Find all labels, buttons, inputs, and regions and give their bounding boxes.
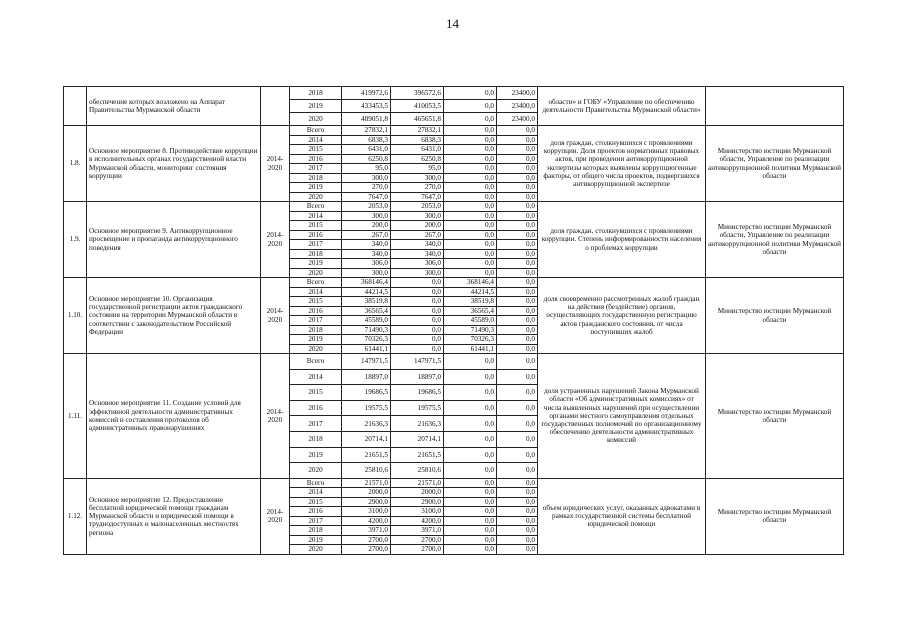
activity-number: 1.12. bbox=[64, 478, 87, 554]
page-number: 14 bbox=[446, 16, 459, 31]
regional-budget-cell: 0,0 bbox=[391, 316, 444, 326]
federal-budget-cell: 0,0 bbox=[444, 488, 497, 498]
indicator-text: объем юридических услуг, оказанных адвокатами в рамках государственной системы бесплатной юридической помощи bbox=[538, 478, 706, 554]
federal-budget-cell: 0,0 bbox=[444, 385, 497, 401]
federal-budget-cell: 0,0 bbox=[444, 87, 497, 100]
activity-group bbox=[64, 126, 844, 202]
regional-budget-cell: 200,0 bbox=[391, 221, 444, 231]
total-cell: 3100,0 bbox=[342, 507, 391, 517]
federal-budget-cell: 61441,1 bbox=[444, 344, 497, 354]
other-source-cell: 0,0 bbox=[497, 316, 538, 326]
total-cell: 147971,5 bbox=[342, 354, 391, 370]
federal-budget-cell: 36565,4 bbox=[444, 306, 497, 316]
other-source-cell: 0,0 bbox=[497, 526, 538, 536]
year-cell: 2016 bbox=[290, 230, 342, 240]
regional-budget-cell: 27832,1 bbox=[391, 126, 444, 136]
executor-text: Министерство юстиции Мурманской области bbox=[706, 478, 844, 554]
total-cell: 489051,8 bbox=[342, 113, 391, 126]
federal-budget-cell: 0,0 bbox=[444, 400, 497, 416]
activity-group bbox=[64, 202, 844, 278]
year-cell: 2015 bbox=[290, 385, 342, 401]
year-cell: 2018 bbox=[290, 325, 342, 335]
other-source-cell: 0,0 bbox=[497, 431, 538, 447]
year-cell: 2015 bbox=[290, 497, 342, 507]
regional-budget-cell: 147971,5 bbox=[391, 354, 444, 370]
regional-budget-cell: 25810,6 bbox=[391, 463, 444, 479]
table-row bbox=[64, 202, 844, 212]
indicator-text: доля граждан, столкнувшихся с проявлениями коррупции. Степень информированности населения о проблемах коррупции bbox=[538, 202, 706, 278]
total-cell: 45589,0 bbox=[342, 316, 391, 326]
regional-budget-cell: 340,0 bbox=[391, 240, 444, 250]
other-source-cell: 0,0 bbox=[497, 447, 538, 463]
total-cell: 2000,0 bbox=[342, 488, 391, 498]
other-source-cell: 0,0 bbox=[497, 344, 538, 354]
other-source-cell: 0,0 bbox=[497, 287, 538, 297]
other-source-cell: 0,0 bbox=[497, 416, 538, 432]
regional-budget-cell: 267,0 bbox=[391, 230, 444, 240]
federal-budget-cell: 0,0 bbox=[444, 268, 497, 278]
activity-number: 1.8. bbox=[64, 126, 87, 202]
other-source-cell: 0,0 bbox=[497, 400, 538, 416]
year-cell: 2018 bbox=[290, 87, 342, 100]
activity-period: 2014-2020 bbox=[261, 354, 290, 479]
federal-budget-cell: 70326,3 bbox=[444, 335, 497, 345]
federal-budget-cell: 0,0 bbox=[444, 135, 497, 145]
federal-budget-cell: 0,0 bbox=[444, 249, 497, 259]
federal-budget-cell: 0,0 bbox=[444, 431, 497, 447]
regional-budget-cell: 18897,0 bbox=[391, 369, 444, 385]
regional-budget-cell: 3971,0 bbox=[391, 526, 444, 536]
year-cell: 2016 bbox=[290, 154, 342, 164]
total-cell: 71490,3 bbox=[342, 325, 391, 335]
other-source-cell: 0,0 bbox=[497, 268, 538, 278]
regional-budget-cell: 306,0 bbox=[391, 259, 444, 269]
year-cell: 2020 bbox=[290, 344, 342, 354]
year-cell: 2017 bbox=[290, 164, 342, 174]
other-source-cell: 0,0 bbox=[497, 545, 538, 555]
executor-text: Министерство юстиции Мурманской области, Управление по реализации антикоррупционной политики Мурманской области bbox=[706, 202, 844, 278]
total-cell: 267,0 bbox=[342, 230, 391, 240]
federal-budget-cell: 0,0 bbox=[444, 497, 497, 507]
other-source-cell: 0,0 bbox=[497, 183, 538, 193]
other-source-cell: 0,0 bbox=[497, 325, 538, 335]
other-source-cell: 0,0 bbox=[497, 535, 538, 545]
total-cell: 70326,3 bbox=[342, 335, 391, 345]
total-cell: 2053,0 bbox=[342, 202, 391, 212]
total-cell: 6250,8 bbox=[342, 154, 391, 164]
total-cell: 419972,6 bbox=[342, 87, 391, 100]
year-cell: 2019 bbox=[290, 100, 342, 113]
other-source-cell: 0,0 bbox=[497, 135, 538, 145]
regional-budget-cell: 21636,3 bbox=[391, 416, 444, 432]
other-source-cell: 0,0 bbox=[497, 306, 538, 316]
other-source-cell: 0,0 bbox=[497, 488, 538, 498]
other-source-cell: 0,0 bbox=[497, 497, 538, 507]
regional-budget-cell: 0,0 bbox=[391, 335, 444, 345]
federal-budget-cell: 0,0 bbox=[444, 173, 497, 183]
executor-text: Министерство юстиции Мурманской области, Управление по реализации антикоррупционной политики Мурманской области bbox=[706, 126, 844, 202]
total-cell: 340,0 bbox=[342, 240, 391, 250]
year-cell: 2018 bbox=[290, 173, 342, 183]
federal-budget-cell: 0,0 bbox=[444, 240, 497, 250]
activity-number: 1.10. bbox=[64, 278, 87, 354]
year-cell: 2018 bbox=[290, 431, 342, 447]
activity-number: 1.11. bbox=[64, 354, 87, 479]
regional-budget-cell: 21571,0 bbox=[391, 478, 444, 488]
total-cell: 61441,1 bbox=[342, 344, 391, 354]
total-cell: 200,0 bbox=[342, 221, 391, 231]
year-cell: 2017 bbox=[290, 416, 342, 432]
year-cell: 2019 bbox=[290, 535, 342, 545]
regional-budget-cell: 300,0 bbox=[391, 173, 444, 183]
federal-budget-cell: 45589,0 bbox=[444, 316, 497, 326]
total-cell: 21571,0 bbox=[342, 478, 391, 488]
total-cell: 306,0 bbox=[342, 259, 391, 269]
federal-budget-cell: 0,0 bbox=[444, 369, 497, 385]
other-source-cell: 0,0 bbox=[497, 463, 538, 479]
regional-budget-cell: 2000,0 bbox=[391, 488, 444, 498]
activity-period: 2014-2020 bbox=[261, 126, 290, 202]
year-cell: 2019 bbox=[290, 447, 342, 463]
year-cell: 2019 bbox=[290, 183, 342, 193]
indicator-text: доля устраненных нарушений Закона Мурманской области «Об административных комиссиях» от числа выявленных нарушений при осуществлении органами местного самоуправления отдельных государственных полномочий по организационному обеспечению деятельности административных комиссий bbox=[538, 354, 706, 479]
program-activities-table bbox=[63, 86, 844, 555]
federal-budget-cell: 0,0 bbox=[444, 526, 497, 536]
total-cell: 300,0 bbox=[342, 173, 391, 183]
federal-budget-cell: 0,0 bbox=[444, 416, 497, 432]
year-cell: 2017 bbox=[290, 516, 342, 526]
regional-budget-cell: 0,0 bbox=[391, 278, 444, 288]
year-cell: Всего bbox=[290, 354, 342, 370]
total-cell: 4200,0 bbox=[342, 516, 391, 526]
regional-budget-cell: 300,0 bbox=[391, 268, 444, 278]
total-cell: 19686,5 bbox=[342, 385, 391, 401]
activity-name: Основное мероприятие 11. Создание условий для эффективной деятельности административных комиссий и составления протоколов об административных правонарушениях bbox=[87, 354, 261, 479]
regional-budget-cell: 0,0 bbox=[391, 344, 444, 354]
regional-budget-cell: 6250,8 bbox=[391, 154, 444, 164]
other-source-cell: 0,0 bbox=[497, 369, 538, 385]
federal-budget-cell: 0,0 bbox=[444, 447, 497, 463]
total-cell: 18897,0 bbox=[342, 369, 391, 385]
federal-budget-cell: 0,0 bbox=[444, 535, 497, 545]
activity-name: Основное мероприятие 9. Антикоррупционное просвещение и пропаганда антикоррупционного поведения bbox=[87, 202, 261, 278]
federal-budget-cell: 0,0 bbox=[444, 463, 497, 479]
regional-budget-cell: 20714,1 bbox=[391, 431, 444, 447]
indicator-text: доля своевременно рассмотренных жалоб граждан на действия (бездействие) органов, осуществляющих государственную регистрацию актов гражданского состояния, от числа поступивших жалоб bbox=[538, 278, 706, 354]
federal-budget-cell: 0,0 bbox=[444, 113, 497, 126]
regional-budget-cell: 21651,5 bbox=[391, 447, 444, 463]
table-row bbox=[64, 478, 844, 488]
total-cell: 27832,1 bbox=[342, 126, 391, 136]
indicator-text: доля граждан, столкнувшихся с проявлениями коррупции. Доля проектов нормативных правовых актов, при проведении антикоррупционной экспертизы которых выявлены коррупциогенные факторы, от общего числа проектов, подвергшихся антикоррупционной экспертизе bbox=[538, 126, 706, 202]
total-cell: 38519,8 bbox=[342, 297, 391, 307]
federal-budget-cell: 0,0 bbox=[444, 202, 497, 212]
regional-budget-cell: 3100,0 bbox=[391, 507, 444, 517]
activity-number bbox=[64, 87, 87, 126]
table-row bbox=[64, 354, 844, 370]
total-cell: 2700,0 bbox=[342, 545, 391, 555]
year-cell: 2014 bbox=[290, 488, 342, 498]
year-cell: 2019 bbox=[290, 259, 342, 269]
other-source-cell: 0,0 bbox=[497, 221, 538, 231]
executor-text bbox=[706, 87, 844, 126]
year-cell: Всего bbox=[290, 126, 342, 136]
year-cell: 2019 bbox=[290, 335, 342, 345]
other-source-cell: 0,0 bbox=[497, 507, 538, 517]
year-cell: 2016 bbox=[290, 507, 342, 517]
federal-budget-cell: 0,0 bbox=[444, 259, 497, 269]
federal-budget-cell: 0,0 bbox=[444, 126, 497, 136]
regional-budget-cell: 340,0 bbox=[391, 249, 444, 259]
total-cell: 433453,5 bbox=[342, 100, 391, 113]
activity-name: Основное мероприятие 10. Организация государственной регистрации актов гражданского состояния на территории Мурманской области в соответствии с законодательством Российской Федерации bbox=[87, 278, 261, 354]
table-row bbox=[64, 87, 844, 100]
year-cell: 2014 bbox=[290, 135, 342, 145]
other-source-cell: 23400,0 bbox=[497, 100, 538, 113]
activity-name: Основное мероприятие 12. Предоставление бесплатной юридической помощи гражданам Мурманской области и юридической помощи в труднодоступных и малонаселенных местностях региона bbox=[87, 478, 261, 554]
activity-name: обеспечение которых возложено на Аппарат Правительства Мурманской области bbox=[87, 87, 261, 126]
executor-text: Министерство юстиции Мурманской области bbox=[706, 278, 844, 354]
other-source-cell: 0,0 bbox=[497, 154, 538, 164]
year-cell: 2020 bbox=[290, 268, 342, 278]
federal-budget-cell: 0,0 bbox=[444, 354, 497, 370]
other-source-cell: 0,0 bbox=[497, 145, 538, 155]
year-cell: 2016 bbox=[290, 400, 342, 416]
activity-group bbox=[64, 478, 844, 554]
regional-budget-cell: 6431,0 bbox=[391, 145, 444, 155]
federal-budget-cell: 0,0 bbox=[444, 164, 497, 174]
regional-budget-cell: 95,0 bbox=[391, 164, 444, 174]
year-cell: 2014 bbox=[290, 369, 342, 385]
regional-budget-cell: 19575,5 bbox=[391, 400, 444, 416]
total-cell: 36565,4 bbox=[342, 306, 391, 316]
regional-budget-cell: 300,0 bbox=[391, 211, 444, 221]
year-cell: 2014 bbox=[290, 211, 342, 221]
year-cell: Всего bbox=[290, 478, 342, 488]
federal-budget-cell: 0,0 bbox=[444, 507, 497, 517]
year-cell: 2017 bbox=[290, 240, 342, 250]
year-cell: 2015 bbox=[290, 297, 342, 307]
other-source-cell: 0,0 bbox=[497, 173, 538, 183]
regional-budget-cell: 4200,0 bbox=[391, 516, 444, 526]
other-source-cell: 0,0 bbox=[497, 259, 538, 269]
other-source-cell: 0,0 bbox=[497, 240, 538, 250]
regional-budget-cell: 19686,5 bbox=[391, 385, 444, 401]
federal-budget-cell: 0,0 bbox=[444, 516, 497, 526]
regional-budget-cell: 6838,3 bbox=[391, 135, 444, 145]
total-cell: 7647,0 bbox=[342, 192, 391, 202]
year-cell: 2020 bbox=[290, 545, 342, 555]
other-source-cell: 0,0 bbox=[497, 230, 538, 240]
regional-budget-cell: 0,0 bbox=[391, 287, 444, 297]
activity-period: 2014-2020 bbox=[261, 478, 290, 554]
other-source-cell: 0,0 bbox=[497, 478, 538, 488]
year-cell: 2014 bbox=[290, 287, 342, 297]
federal-budget-cell: 0,0 bbox=[444, 478, 497, 488]
federal-budget-cell: 0,0 bbox=[444, 145, 497, 155]
federal-budget-cell: 0,0 bbox=[444, 545, 497, 555]
activity-period: 2014-2020 bbox=[261, 202, 290, 278]
total-cell: 95,0 bbox=[342, 164, 391, 174]
year-cell: Всего bbox=[290, 202, 342, 212]
total-cell: 6431,0 bbox=[342, 145, 391, 155]
table-row bbox=[64, 278, 844, 288]
other-source-cell: 0,0 bbox=[497, 249, 538, 259]
total-cell: 2700,0 bbox=[342, 535, 391, 545]
year-cell: 2015 bbox=[290, 145, 342, 155]
federal-budget-cell: 0,0 bbox=[444, 100, 497, 113]
regional-budget-cell: 410053,5 bbox=[391, 100, 444, 113]
total-cell: 21636,3 bbox=[342, 416, 391, 432]
federal-budget-cell: 0,0 bbox=[444, 192, 497, 202]
regional-budget-cell: 2700,0 bbox=[391, 535, 444, 545]
year-cell: 2020 bbox=[290, 463, 342, 479]
year-cell: Всего bbox=[290, 278, 342, 288]
year-cell: 2020 bbox=[290, 192, 342, 202]
other-source-cell: 0,0 bbox=[497, 297, 538, 307]
federal-budget-cell: 0,0 bbox=[444, 221, 497, 231]
regional-budget-cell: 0,0 bbox=[391, 325, 444, 335]
indicator-text: области» и ГОБУ «Управление по обеспечению деятельности Правительства Мурманской области» bbox=[538, 87, 706, 126]
activity-number: 1.9. bbox=[64, 202, 87, 278]
other-source-cell: 0,0 bbox=[497, 126, 538, 136]
total-cell: 300,0 bbox=[342, 268, 391, 278]
year-cell: 2016 bbox=[290, 306, 342, 316]
activity-name: Основное мероприятие 8. Противодействие коррупции в исполнительных органах государственной власти Мурманской области, мониторинг состояния коррупции bbox=[87, 126, 261, 202]
regional-budget-cell: 0,0 bbox=[391, 297, 444, 307]
other-source-cell: 0,0 bbox=[497, 385, 538, 401]
total-cell: 20714,1 bbox=[342, 431, 391, 447]
table-row bbox=[64, 126, 844, 136]
other-source-cell: 0,0 bbox=[497, 211, 538, 221]
executor-text: Министерство юстиции Мурманской области bbox=[706, 354, 844, 479]
other-source-cell: 0,0 bbox=[497, 335, 538, 345]
total-cell: 340,0 bbox=[342, 249, 391, 259]
other-source-cell: 0,0 bbox=[497, 516, 538, 526]
total-cell: 44214,5 bbox=[342, 287, 391, 297]
year-cell: 2018 bbox=[290, 249, 342, 259]
regional-budget-cell: 2900,0 bbox=[391, 497, 444, 507]
total-cell: 2900,0 bbox=[342, 497, 391, 507]
federal-budget-cell: 38519,8 bbox=[444, 297, 497, 307]
other-source-cell: 23400,0 bbox=[497, 87, 538, 100]
regional-budget-cell: 396572,6 bbox=[391, 87, 444, 100]
year-cell: 2018 bbox=[290, 526, 342, 536]
activity-group bbox=[64, 87, 844, 126]
federal-budget-cell: 0,0 bbox=[444, 230, 497, 240]
regional-budget-cell: 2053,0 bbox=[391, 202, 444, 212]
regional-budget-cell: 0,0 bbox=[391, 306, 444, 316]
regional-budget-cell: 7647,0 bbox=[391, 192, 444, 202]
total-cell: 6838,3 bbox=[342, 135, 391, 145]
other-source-cell: 0,0 bbox=[497, 354, 538, 370]
total-cell: 25810,6 bbox=[342, 463, 391, 479]
year-cell: 2020 bbox=[290, 113, 342, 126]
federal-budget-cell: 0,0 bbox=[444, 211, 497, 221]
year-cell: 2015 bbox=[290, 221, 342, 231]
other-source-cell: 23400,0 bbox=[497, 113, 538, 126]
regional-budget-cell: 2700,0 bbox=[391, 545, 444, 555]
other-source-cell: 0,0 bbox=[497, 164, 538, 174]
activity-period bbox=[261, 87, 290, 126]
activity-group bbox=[64, 278, 844, 354]
year-cell: 2017 bbox=[290, 316, 342, 326]
regional-budget-cell: 270,0 bbox=[391, 183, 444, 193]
total-cell: 3971,0 bbox=[342, 526, 391, 536]
activity-period: 2014-2020 bbox=[261, 278, 290, 354]
federal-budget-cell: 0,0 bbox=[444, 154, 497, 164]
total-cell: 300,0 bbox=[342, 211, 391, 221]
total-cell: 270,0 bbox=[342, 183, 391, 193]
other-source-cell: 0,0 bbox=[497, 202, 538, 212]
activity-group bbox=[64, 354, 844, 479]
federal-budget-cell: 368146,4 bbox=[444, 278, 497, 288]
total-cell: 21651,5 bbox=[342, 447, 391, 463]
other-source-cell: 0,0 bbox=[497, 192, 538, 202]
other-source-cell: 0,0 bbox=[497, 278, 538, 288]
federal-budget-cell: 0,0 bbox=[444, 183, 497, 193]
regional-budget-cell: 465651,8 bbox=[391, 113, 444, 126]
federal-budget-cell: 71490,3 bbox=[444, 325, 497, 335]
total-cell: 19575,5 bbox=[342, 400, 391, 416]
federal-budget-cell: 44214,5 bbox=[444, 287, 497, 297]
total-cell: 368146,4 bbox=[342, 278, 391, 288]
